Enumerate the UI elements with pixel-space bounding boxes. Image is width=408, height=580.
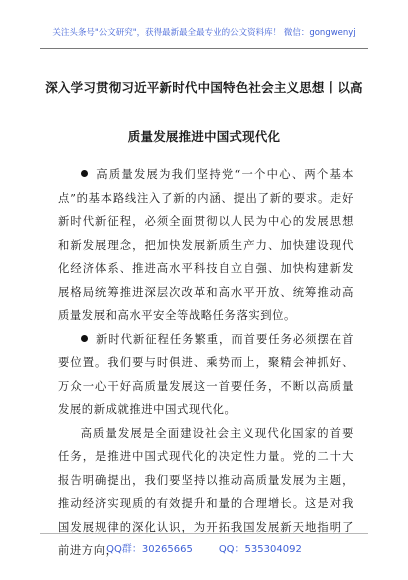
footer-qq-group: QQ群：30265665 [106, 544, 193, 555]
document-title-line-1: 深入学习贯彻习近平新时代中国特色社会主义思想丨以高 [45, 80, 363, 95]
paragraph-1 [58, 163, 354, 328]
document-title-line-2: 质量发展推进中国式现代化 [127, 129, 281, 144]
paragraph-2 [58, 328, 354, 422]
header-note: 关注头条号"公文研究"，获得最新最全最专业的公文资料库！ 微信：gongwenyj [52, 28, 356, 38]
document-body [58, 163, 354, 563]
bullet-icon [81, 335, 88, 342]
footer-qq: QQ：535304092 [218, 544, 302, 555]
paragraph-text: 高质量发展是全面建设社会主义现代化国家的首要任务，是推进中国式现代化的决定性力量。党的二十大报告明确提出，我们要坚持以推动高质量发展为主题，推动经济实现质的有效提升和量的合理增长。这是对我国发展规律的深化认识，为开拓我国发展新天地指明了前进方向， [58, 426, 354, 557]
paragraph-text: 新时代新征程任务繁重，而首要任务必须摆在首要位置。我们要与时俱进、乘势而上，聚精会神抓好、万众一心干好高质量发展这一首要任务，不断以高质量发展的新成就推进中国式现代化。 [58, 332, 354, 416]
bullet-icon [81, 170, 88, 177]
footer [0, 540, 408, 555]
footer-divider [40, 533, 368, 534]
header-divider [40, 48, 368, 49]
paragraph-text: 高质量发展为我们坚持党“一个中心、两个基本点”的基本路线注入了新的内涵、提出了新的要求。走好新时代新征程，必须全面贯彻以人民为中心的发展思想和新发展理念，把加快发展新质生产力、加快建设现代化经济体系、推进高水平科技自立自强、加快构建新发展格局统筹推进深层次改革和高水平开放、统筹推动高质量发展和高水平安全等战略任务落实到位。 [58, 168, 354, 322]
